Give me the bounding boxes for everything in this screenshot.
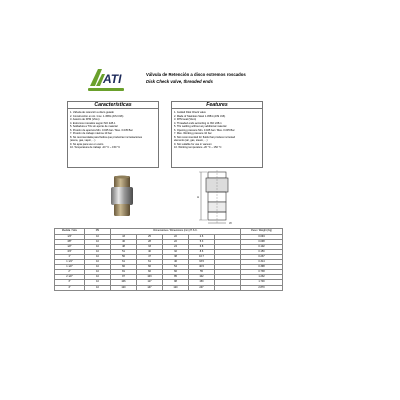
table-cell: 1/2" [55, 244, 85, 249]
table-cell: 1.700 [241, 280, 283, 285]
table-cell: 10 [85, 249, 111, 254]
features-item: elements (air, gas, steam, ...) [174, 139, 208, 143]
table-cell: 3/8" [55, 239, 85, 244]
table-cell: 1.232 [241, 275, 283, 280]
table-cell: 56 [111, 254, 137, 259]
brand-logo [88, 66, 124, 88]
table-cell: 2.870 [241, 285, 283, 290]
table-header-cell: Dimensiones / Dimensions (mm) H.S.C. [111, 229, 241, 235]
brand-logo-underline [88, 88, 124, 91]
table-cell: 47 [137, 254, 163, 259]
table-cell: 33 [137, 244, 163, 249]
table-cell: 147 [137, 285, 163, 290]
table-cell: 40 [137, 249, 163, 254]
table-cell: 0.094 [241, 234, 283, 239]
table-cell: 120 [111, 285, 137, 290]
features-item: 4. Threaded ends according to ISO 228-1 [174, 121, 222, 125]
caracteristicas-item: 9. No apta para uso en vacío [70, 142, 104, 146]
table-cell: 10 [85, 234, 111, 239]
table-cell: 43 [111, 234, 137, 239]
table-cell: 10 [85, 275, 111, 280]
caracteristicas-item: 1. Válvula de retención a disco guiado [70, 111, 114, 114]
caracteristicas-heading: Características [68, 102, 158, 109]
table-cell: 24 [163, 244, 189, 249]
table-cell: 61 [111, 260, 137, 265]
table-cell: 28 [137, 239, 163, 244]
table-cell: 46 [163, 260, 189, 265]
table-cell: 81 [111, 270, 137, 275]
table-cell: 1/4" [55, 234, 85, 239]
table-cell: 51 [111, 249, 137, 254]
table-cell: 1" [55, 254, 85, 259]
table-cell: 1 1/2" [55, 265, 85, 270]
table-cell: 0.398 [241, 265, 283, 270]
features-item: 7. Max. Working pressure 10 bar [174, 132, 212, 136]
caracteristicas-item: (arena, gas, vapor, ...) [70, 139, 96, 143]
table-cell: 10 [85, 280, 111, 285]
table-cell: 38 [163, 254, 189, 259]
table-cell: 46 [111, 239, 137, 244]
table-cell: 16.7 [189, 254, 215, 259]
table-cell: 6.8 [189, 244, 215, 249]
table-cell: 10 [85, 239, 111, 244]
table-cell: 2.6 [189, 234, 215, 239]
table-cell: 0.150 [241, 249, 283, 254]
table-cell: 103 [137, 275, 163, 280]
table-header-cell: Medida / Size [55, 229, 85, 235]
caracteristicas-item: 3. Asiento de FPM (Viton) [70, 118, 100, 122]
table-cell: 33.5 [189, 260, 215, 265]
dimensions-table [54, 228, 283, 291]
features-panel [171, 101, 263, 168]
caracteristicas-item: 2. Construcción en Ac. Inox. 1.4581 (AISI 316) [70, 114, 124, 118]
caracteristicas-item: 8. No recomendada para fluidos que produzcan incrustaciones [70, 135, 143, 139]
features-item: 1. Guided Disk Check valve [174, 111, 206, 114]
table-cell: 66 [111, 265, 137, 270]
features-item: 5. TIG welding without any additional material [174, 125, 227, 129]
table-cell: 150 [189, 280, 215, 285]
features-item: 3. FPM seal (Viton) [174, 118, 197, 122]
table-cell: 2" [55, 270, 85, 275]
table-cell: 61 [137, 260, 163, 265]
valve-technical-drawing [196, 170, 240, 226]
table-cell: 10 [85, 244, 111, 249]
table-cell: 48 [111, 244, 137, 249]
table-cell: 8.6 [189, 249, 215, 254]
caracteristicas-item: 7. Presión de trabajo máxima 10 bar [70, 132, 112, 136]
table-cell: 102 [189, 275, 215, 280]
table-cell: 22 [163, 234, 189, 239]
table-cell: 32 [163, 249, 189, 254]
table-cell: 25 [137, 234, 163, 239]
table-cell: 10 [85, 265, 111, 270]
features-list [172, 109, 262, 150]
table-cell: 247 [189, 285, 215, 290]
table-cell: 54 [163, 265, 189, 270]
table-cell: 10 [85, 285, 111, 290]
table-cell: 0.237 [241, 254, 283, 259]
title-spanish: Válvula de Retención a disco extremos roscados [146, 72, 246, 77]
caracteristicas-list [68, 109, 158, 150]
table-cell: 98 [163, 280, 189, 285]
table-cell: 55 [189, 270, 215, 275]
table-cell: 82 [137, 270, 163, 275]
table-row [55, 285, 283, 290]
features-item: 2. Made of Stainless Steel 1.4581 (AISI 316) [174, 114, 226, 118]
table-cell: 3" [55, 280, 85, 285]
table-header-cell: Peso / Weight (Kg) [241, 229, 283, 235]
table-cell: 0.098 [241, 239, 283, 244]
table-header-cell: PN [85, 229, 111, 235]
svg-text:ATI: ATI [103, 72, 122, 86]
caracteristicas-item: 4. Extremos roscados según ISO 228-1 [70, 121, 116, 125]
title-english: Disk Check valve, threaded ends [146, 79, 213, 84]
table-cell: 22 [163, 239, 189, 244]
features-item: 6. Opening pressure Min. 0.025 bar / Max. 0.035 Bar [174, 128, 235, 132]
table-cell: 40.5 [189, 265, 215, 270]
caracteristicas-panel [67, 101, 159, 168]
features-item: 8. Not recommended for fluids that produce incrusted [174, 135, 236, 139]
table-cell: 2 1/2" [55, 275, 85, 280]
table-cell: 85 [163, 275, 189, 280]
table-cell: 5.3 [189, 239, 215, 244]
table-cell: 10 [85, 270, 111, 275]
table-cell: 66 [163, 270, 189, 275]
table-cell [215, 285, 241, 290]
features-heading: Features [172, 102, 262, 109]
caracteristicas-item: 6. Presión de apertura Min. 0.025 bar / Max. 0.035 Bar [70, 128, 133, 132]
table-cell: 3/4" [55, 249, 85, 254]
table-cell: 117 [137, 280, 163, 285]
valve-photo [110, 175, 134, 217]
table-cell: 10 [85, 254, 111, 259]
svg-text:H: H [197, 195, 200, 199]
table-cell: 0.102 [241, 244, 283, 249]
table-cell: 66 [137, 265, 163, 270]
table-cell: 0.738 [241, 270, 283, 275]
table-cell: 106 [111, 280, 137, 285]
features-item: 9. Not suitable for use in vacuum [174, 142, 212, 146]
caracteristicas-item: 10. Temperatura de trabajo -20 °C ~ 150 °C [70, 146, 121, 150]
table-cell: 120 [163, 285, 189, 290]
table-cell: 97 [111, 275, 137, 280]
table-cell: 0.314 [241, 260, 283, 265]
features-item: 10. Working temperature -20 °C ~ 150 °C [174, 146, 222, 150]
caracteristicas-item: 5. Soldadura a TIG sin aporte de material [70, 125, 118, 129]
svg-text:W: W [229, 221, 232, 225]
table-cell: 1 1/4" [55, 260, 85, 265]
table-cell: 4" [55, 285, 85, 290]
table-cell: 10 [85, 260, 111, 265]
